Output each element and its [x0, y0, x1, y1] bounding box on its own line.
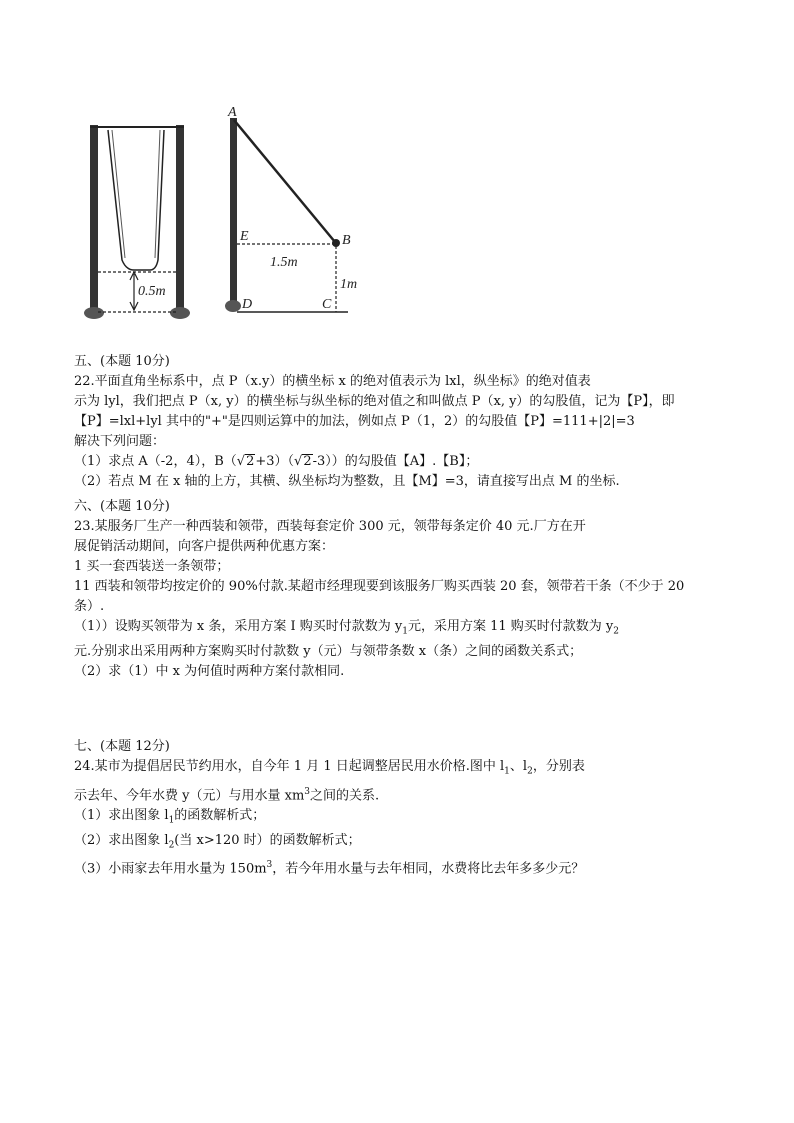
section-5-heading: 五、(本题 10分) [74, 354, 170, 369]
label-c: C [322, 297, 332, 312]
q22-line-3: 【P】=lxl+lyl 其中的"+"是四则运算中的加法，例如点 P（1，2）的勾股值【P】=111+|2|=3 [74, 414, 635, 429]
q23-plan-1: 1 买一套西装送一条领带； [74, 559, 230, 574]
side-view-swing [225, 105, 357, 312]
q23-line-2: 展促销活动期间，向客户提供两种优惠方案： [74, 539, 335, 554]
label-05m: 0.5m [138, 284, 166, 299]
section-7-heading: 七、(本题 12分) [74, 739, 170, 754]
q23-part-1: （1））设购买领带为 x 条，采用方案 I 购买时付款数为 $y_1$元，采用方案 11 购买时付款数为 $y_2$ [74, 619, 620, 637]
q22-line-4: 解决下列问题： [74, 434, 166, 449]
label-d: D [242, 297, 253, 312]
question-22 [74, 352, 734, 492]
swing-figure [70, 100, 360, 332]
label-15m: 1.5m [270, 255, 298, 270]
question-24 [74, 737, 734, 879]
q22-line-1: 22.平面直角坐标系中，点 P（x.y）的横坐标 x 的绝对值表示为 lxl，纵坐标》的绝对值表 [74, 374, 591, 389]
q23-line-5: 条）. [74, 599, 105, 614]
q23-plan-2: 11 西装和领带均按定价的 90%付款.某超市经理现要到该服务厂购买西装 20 套，领带若干条（不少于 20 [74, 579, 685, 594]
q22-part-1: （1）求点 A（-2，4），B（√2+3）（√2-3））的勾股值【A】.【B】； [74, 454, 479, 469]
label-b: B [342, 233, 351, 248]
label-1m: 1m [340, 277, 358, 292]
q23-part-2: （2）求（1）中 x 为何值时两种方案付款相同. [74, 663, 345, 679]
swing-diagram [70, 100, 360, 332]
q24-part-1: （1）求出图象 $l_1$的函数解析式； [74, 807, 266, 826]
sqrt-radicand: 2 [246, 454, 255, 469]
label-a: A [228, 105, 237, 120]
q22-part-2: （2）若点 M 在 x 轴的上方，其横、纵坐标均为整数，且【M】=3，请直接写出点 M 的坐标. [74, 474, 620, 489]
front-view-swing [84, 125, 190, 319]
q24-line-2: 示去年、今年水费 y（元）与用水量 $xm^3$之间的关系. [74, 786, 380, 803]
q24-line-1: 24.某市为提倡居民节约用水，自今年 1 月 1 日起调整居民用水价格.图中 $l_1$、$l_2$，分别表 [74, 759, 585, 777]
q22-line-2: 示为 lyl，我们把点 P（x, y）的横坐标与纵坐标的绝对值之和叫做点 P（x, y）的勾股值，记为【P】，即 [74, 394, 675, 409]
q24-part-2: （2）求出图象 $l_2$(当 x>120 时）的函数解析式； [74, 832, 361, 851]
q23-line-7: 元.分别求出采用两种方案购买时付款数 y（元）与领带条数 x（条）之间的函数关系式； [74, 643, 583, 659]
section-6-heading: 六、(本题 10分) [74, 499, 170, 514]
q23-line-1: 23.某服务厂生产一种西装和领带，西装每套定价 300 元，领带每条定价 40 元.厂方在开 [74, 519, 586, 534]
sqrt-radicand: 2 [303, 454, 312, 469]
label-e: E [240, 229, 249, 244]
q24-part-3: （3）小雨家去年用水量为 $150m^3$，若今年用水量与去年相同，水费将比去年多多少元？ [74, 860, 585, 877]
question-23 [74, 497, 734, 682]
